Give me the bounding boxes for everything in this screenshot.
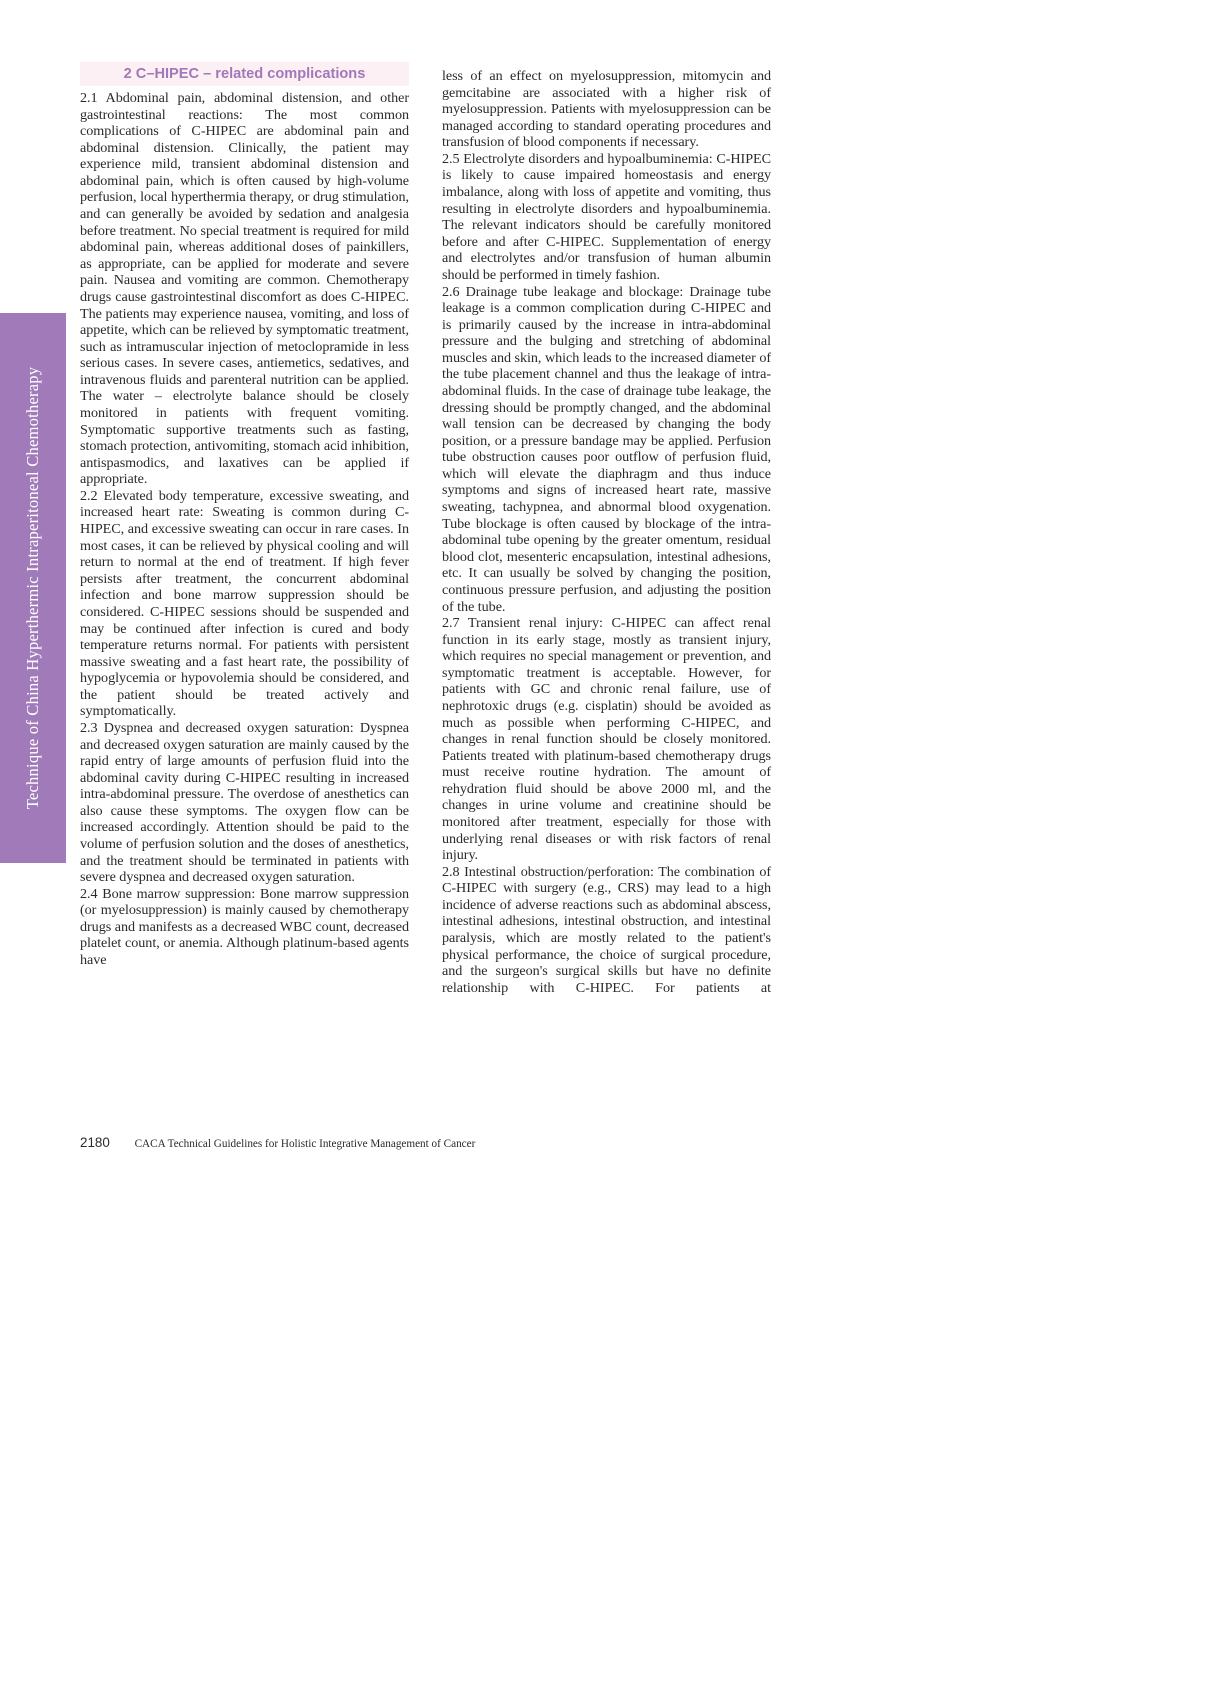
paragraph-2-4: 2.4 Bone marrow suppression: Bone marrow suppression (or myelosuppression) is mainly caused by chemotherapy drugs and manifests as a decreased WBC count, decreased platelet count, or anemia. Although platinum-based agents have (80, 885, 409, 969)
paragraph-2-3: 2.3 Dyspnea and decreased oxygen saturation: Dyspnea and decreased oxygen saturation are mainly caused by the rapid entry of large amounts of perfusion fluid into the abdominal cavity during C-HIPEC resulting in increased intra-abdominal pressure. The overdose of anesthetics can also cause these symptoms. The oxygen flow can be increased accordingly. Attention should be paid to the volume of perfusion solution and the doses of anesthetics, and the treatment should be terminated in patients with severe dyspnea and decreased oxygen saturation. (80, 719, 409, 886)
paragraph-2-7: 2.7 Transient renal injury: C-HIPEC can affect renal function in its early stage, mostly as transient injury, which requires no special management or prevention, and symptomatic treatment is acceptable. However, for patients with GC and chronic renal failure, use of nephrotoxic drugs (e.g. cisplatin) should be avoided as much as possible when performing C-HIPEC, and changes in renal function should be closely monitored. Patients treated with platinum-based chemotherapy drugs must receive routine hydration. The amount of rehydration fluid should be above 2000 ml, and the changes in urine volume and creatinine should be monitored after treatment, especially for those with underlying renal diseases or with risk factors of renal injury. (442, 615, 771, 864)
section-heading: 2 C–HIPEC – related complications (80, 62, 409, 86)
page-number: 2180 (80, 1135, 110, 1150)
paragraph-2-8: 2.8 Intestinal obstruction/perforation: The combination of C-HIPEC with surgery (e.g., CRS) may lead to a high incidence of adverse reactions such as abdominal abscess, intestinal adhesions, intestinal obstruction, and intestinal paralysis, which are mostly related to the patient's physical performance, the choice of surgical procedure, and the surgeon's surgical skills but have no definite relationship with C-HIPEC. For patients at (442, 863, 771, 996)
paragraph-2-5: 2.5 Electrolyte disorders and hypoalbuminemia: C-HIPEC is likely to cause impaired homeostasis and energy imbalance, along with loss of appetite and vomiting, thus resulting in electrolyte disorders and hypoalbuminemia. The relevant indicators should be carefully monitored before and after C-HIPEC. Supplementation of energy and electrolytes and/or transfusion of human albumin should be performed in timely fashion. (442, 150, 771, 283)
left-column (80, 90, 409, 969)
page-footer (80, 1134, 780, 1152)
paragraph-2-2: 2.2 Elevated body temperature, excessive sweating, and increased heart rate: Sweating is common during C-HIPEC, and excessive sweating can occur in rare cases. In most cases, it can be relieved by physical cooling and will return to normal at the end of treatment. If high fever persists after treatment, the concurrent abdominal infection and bone marrow suppression should be considered. C-HIPEC sessions should be suspended and may be continued after infection is cured and body temperature returns normal. For patients with persistent massive sweating and a fast heart rate, the possibility of hypoglycemia or hypovolemia should be considered, and the patient should be treated actively and symptomatically. (80, 487, 409, 720)
right-column (442, 68, 771, 996)
side-tab (0, 313, 66, 863)
journal-title: CACA Technical Guidelines for Holistic Integrative Management of Cancer (134, 1138, 476, 1150)
paragraph-2-4-continued: less of an effect on myelosuppression, mitomycin and gemcitabine are associated with a higher risk of myelosuppression. Patients with myelosuppression can be managed according to standard operating procedures and transfusion of blood components if necessary. (442, 68, 771, 151)
paragraph-2-1: 2.1 Abdominal pain, abdominal distension, and other gastrointestinal reactions: The most common complications of C-HIPEC are abdominal pain and abdominal distension. Clinically, the patient may experience mild, transient abdominal distension and abdominal pain, which is often caused by high-volume perfusion, local hyperthermia therapy, or drug stimulation, and can generally be avoided by sedation and analgesia before treatment. No special treatment is required for mild abdominal pain, whereas additional doses of painkillers, as appropriate, can be applied for moderate and severe pain. Nausea and vomiting are common. Chemotherapy drugs cause gastrointestinal discomfort as does C-HIPEC. The patients may experience nausea, vomiting, and loss of appetite, which can be relieved by symptomatic treatment, such as intramuscular injection of metoclopramide in less serious cases. In severe cases, antiemetics, sedatives, and intravenous fluids and parenteral nutrition can be applied. The water – electrolyte balance should be closely monitored in patients with frequent vomiting. Symptomatic supportive treatments such as fasting, stomach protection, antivomiting, stomach acid inhibition, antispasmodics, and laxatives can be applied if appropriate. (80, 90, 409, 488)
side-tab-label: Technique of China Hyperthermic Intraperitoneal Chemotherapy (23, 366, 42, 810)
paragraph-2-6: 2.6 Drainage tube leakage and blockage: Drainage tube leakage is a common complication during C-HIPEC and is primarily caused by the increase in intra-abdominal pressure and the bulging and stretching of abdominal muscles and skin, which leads to the increased diameter of the tube placement channel and thus the leakage of intra-abdominal fluids. In the case of drainage tube leakage, the dressing should be promptly changed, and the abdominal wall tension can be decreased by changing the body position, or a pressure bandage may be applied. Perfusion tube obstruction causes poor outflow of perfusion fluid, which will elevate the diaphragm and thus induce symptoms and signs of increased heart rate, massive sweating, tachypnea, and abnormal blood oxygenation. Tube blockage is often caused by blockage of the intra-abdominal tube opening by the greater omentum, residual blood clot, mesenteric encapsulation, intestinal adhesions, etc. It can usually be solved by changing the position, continuous pressure perfusion, and adjusting the position of the tube. (442, 283, 771, 615)
